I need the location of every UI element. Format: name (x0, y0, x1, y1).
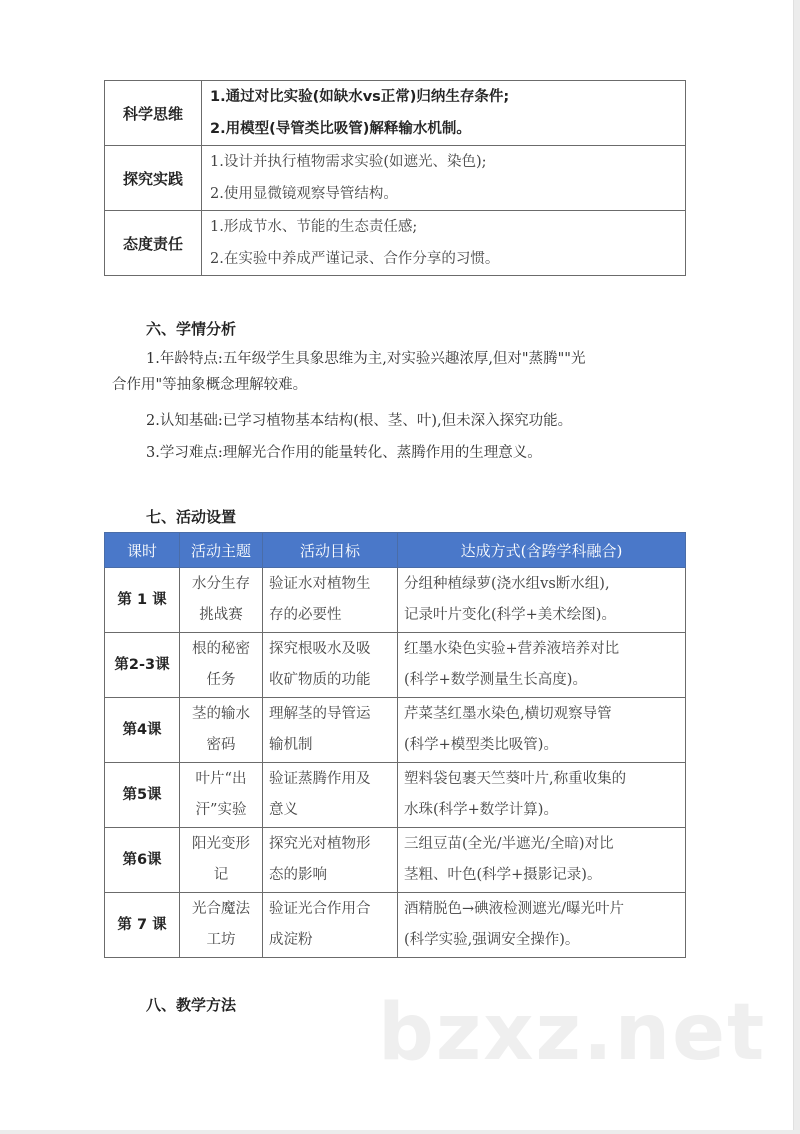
col-header: 活动目标 (263, 533, 398, 568)
page-right-edge (793, 0, 800, 1134)
theme-cell: 阳光变形 记 (180, 828, 263, 893)
table-row (105, 698, 686, 763)
section-heading-activities: 七、活动设置 (146, 508, 237, 526)
activities-table (104, 532, 686, 958)
paragraph-difficulty: 3.学习难点:理解光合作用的能量转化、蒸腾作用的生理意义。 (146, 445, 542, 461)
col-header: 活动主题 (180, 533, 263, 568)
table-row (105, 568, 686, 633)
goal-cell: 验证蒸腾作用及 意义 (263, 763, 398, 828)
method-cell: 分组种植绿萝(浇水组vs断水组), 记录叶片变化(科学+美术绘图)。 (398, 568, 686, 633)
goal-items (202, 81, 686, 146)
goal-item: 1.通过对比实验(如缺水vs正常)归纳生存条件; (210, 89, 510, 105)
goal-item: 2.在实验中养成严谨记录、合作分享的习惯。 (210, 251, 500, 267)
goal-items (202, 211, 686, 276)
goal-cell: 验证水对植物生 存的必要性 (263, 568, 398, 633)
lesson-cell: 第 7 课 (105, 893, 180, 958)
paragraph-age: 1.年龄特点:五年级学生具象思维为主,对实验兴趣浓厚,但对"蒸腾""光 (146, 351, 586, 367)
method-cell: 酒精脱色→碘液检测遮光/曝光叶片 (科学实验,强调安全操作)。 (398, 893, 686, 958)
theme-cell: 叶片“出 汗”实验 (180, 763, 263, 828)
lesson-cell: 第5课 (105, 763, 180, 828)
goal-item: 2.使用显微镜观察导管结构。 (210, 186, 398, 202)
theme-cell: 根的秘密 任务 (180, 633, 263, 698)
goal-items (202, 146, 686, 211)
goal-item: 2.用模型(导管类比吸管)解释输水机制。 (210, 121, 471, 137)
table-row (105, 211, 686, 276)
theme-cell: 光合魔法 工坊 (180, 893, 263, 958)
table-row (105, 763, 686, 828)
goal-cell: 探究根吸水及吸 收矿物质的功能 (263, 633, 398, 698)
goal-category-label: 态度责任 (105, 211, 202, 276)
method-cell: 塑料袋包裹天竺葵叶片,称重收集的 水珠(科学+数学计算)。 (398, 763, 686, 828)
table-row (105, 81, 686, 146)
goal-cell: 理解茎的导管运 输机制 (263, 698, 398, 763)
theme-cell: 水分生存 挑战赛 (180, 568, 263, 633)
lesson-cell: 第6课 (105, 828, 180, 893)
watermark: bzxz.net (378, 988, 767, 1078)
section-heading-student-analysis: 六、学情分析 (146, 320, 237, 338)
goal-cell: 探究光对植物形 态的影响 (263, 828, 398, 893)
section-heading-teaching-methods: 八、教学方法 (146, 996, 237, 1014)
goal-category-label: 科学思维 (105, 81, 202, 146)
theme-cell: 茎的输水 密码 (180, 698, 263, 763)
method-cell: 三组豆苗(全光/半遮光/全暗)对比 茎粗、叶色(科学+摄影记录)。 (398, 828, 686, 893)
goal-item: 1.形成节水、节能的生态责任感; (210, 219, 418, 235)
table-row (105, 893, 686, 958)
lesson-cell: 第4课 (105, 698, 180, 763)
lesson-cell: 第2-3课 (105, 633, 180, 698)
method-cell: 芹菜茎红墨水染色,横切观察导管 (科学+模型类比吸管)。 (398, 698, 686, 763)
table-row (105, 828, 686, 893)
page-bottom-edge (0, 1130, 800, 1134)
lesson-cell: 第 1 课 (105, 568, 180, 633)
goal-category-label: 探究实践 (105, 146, 202, 211)
goal-cell: 验证光合作用合 成淀粉 (263, 893, 398, 958)
col-header: 达成方式(含跨学科融合) (398, 533, 686, 568)
goal-item: 1.设计并执行植物需求实验(如遮光、染色); (210, 154, 487, 170)
table-row (105, 146, 686, 211)
table-row (105, 633, 686, 698)
col-header: 课时 (105, 533, 180, 568)
paragraph-cognitive: 2.认知基础:已学习植物基本结构(根、茎、叶),但未深入探究功能。 (146, 413, 573, 429)
method-cell: 红墨水染色实验+营养液培养对比 (科学+数学测量生长高度)。 (398, 633, 686, 698)
goals-table (104, 80, 686, 276)
table-header-row (105, 533, 686, 568)
paragraph-age-cont: 合作用"等抽象概念理解较难。 (112, 377, 308, 393)
